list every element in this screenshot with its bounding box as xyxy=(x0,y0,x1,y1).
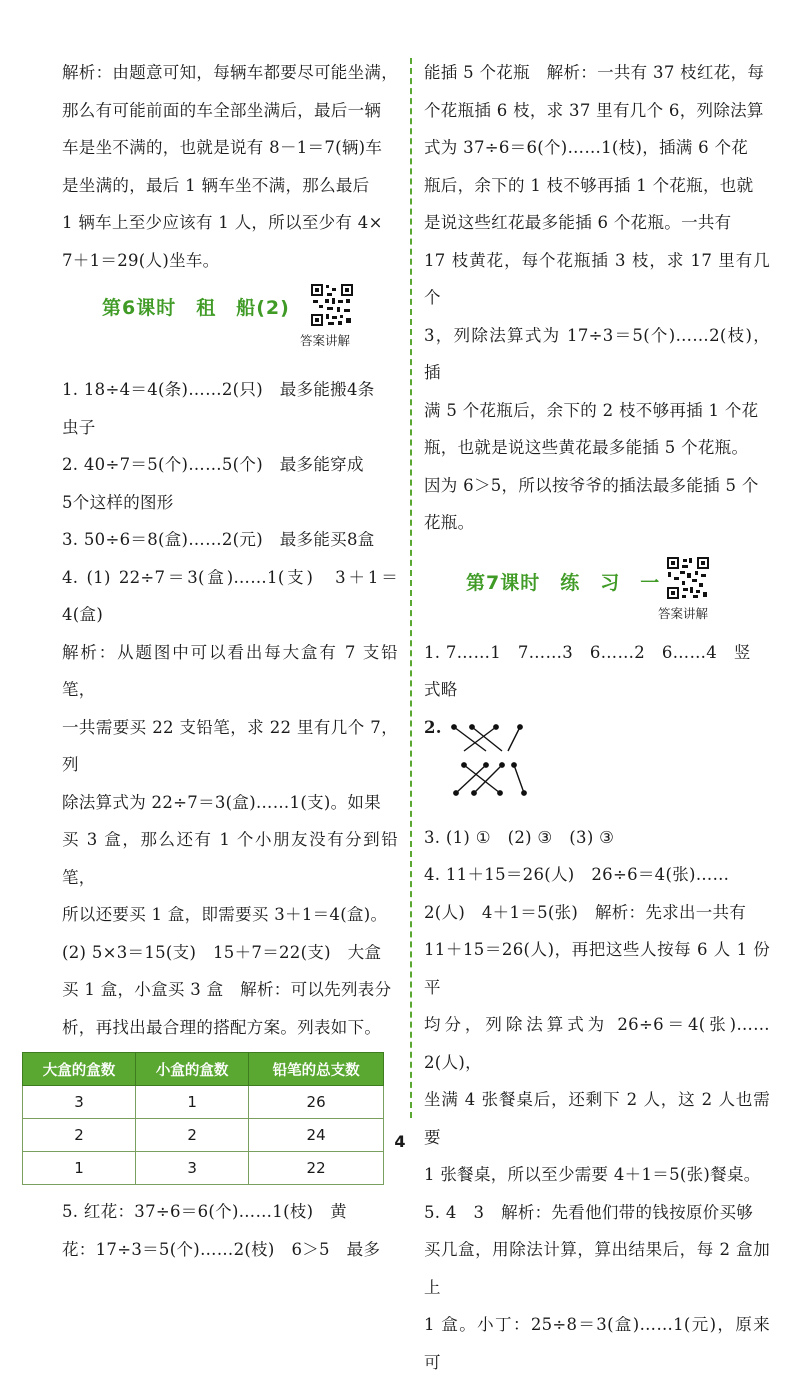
table-cell: 1 xyxy=(23,1152,136,1185)
text-line: 3，列除法算式为 17÷3＝5(个)……2(枝)，插 xyxy=(424,325,770,382)
table-cell: 26 xyxy=(249,1086,384,1119)
text-line: 4. (1) 22÷7＝3(盒)……1(支) 3＋1＝4(盒) xyxy=(62,567,398,624)
text-line: 1 辆车上至少应该有 1 人，所以至少有 4× xyxy=(62,213,383,232)
table-cell: 2 xyxy=(136,1119,249,1152)
text-line: 4. 11＋15＝26(人) 26÷6＝4(张)…… xyxy=(424,865,730,884)
table-header: 小盒的盒数 xyxy=(136,1053,249,1086)
text-line: 车是坐不满的，也就是说有 8－1＝7(辆)车 xyxy=(62,138,383,157)
text-line: 5. 4 3 解析：先看他们带的钱按原价买够 xyxy=(424,1202,754,1222)
text-line: 1 张餐桌，所以至少需要 4＋1＝5(张)餐桌。 xyxy=(424,1165,761,1184)
lesson-title: 第7课时 练 习 一 xyxy=(466,571,661,594)
text-line: 花：17÷3＝5(个)……2(枝) 6＞5 最多 xyxy=(62,1239,381,1259)
text-line: 一共需要买 22 支铅笔，求 22 里有几个 7，列 xyxy=(62,717,398,774)
text-line: 花瓶。 xyxy=(424,513,475,532)
column-divider xyxy=(410,58,412,1118)
text-line: 买 1 盒，小盒买 3 盒 解析：可以先列表分 xyxy=(62,980,392,999)
text-line: 3. 50÷6＝8(盒)……2(元) 最多能买8盒 xyxy=(62,530,375,549)
text-line: 坐满 4 张餐桌后，还剩下 2 人，这 2 人也需要 xyxy=(424,1090,770,1147)
left-column xyxy=(42,54,398,1268)
text-line: 瓶，也就是说这些黄花最多能插 5 个花瓶。 xyxy=(424,438,749,457)
pencil-table xyxy=(22,1052,384,1185)
text-line: 均分，列除法算式为 26÷6＝4(张)……2(人)， xyxy=(424,1015,770,1072)
table-header: 大盒的盒数 xyxy=(23,1053,136,1086)
text-line: 个花瓶插 6 枝，求 37 里有几个 6，列除法算 xyxy=(424,100,764,120)
table-row xyxy=(23,1086,384,1119)
text-line: 11＋15＝26(人)，再把这些人按每 6 人 1 份平 xyxy=(424,940,770,997)
table-cell: 22 xyxy=(249,1152,384,1185)
matching-lines-diagram xyxy=(444,721,534,799)
text-line: 1 盒。小丁：25÷8＝3(盒)……1(元)，原来可 xyxy=(424,1315,770,1372)
qr-label: 答案讲解 xyxy=(658,605,709,621)
lesson-title: 第6课时 租 船(2) xyxy=(102,297,290,319)
text-line: 是说这些红花最多能插 6 个花瓶。一共有 xyxy=(424,213,732,232)
page-number: 4 xyxy=(394,1132,406,1151)
text-line: 2(人) 4＋1＝5(张) 解析：先求出一共有 xyxy=(424,902,747,922)
text-line: 5. 红花：37÷6＝6(个)……1(枝) 黄 xyxy=(62,1202,347,1221)
text-line: 1. 18÷4＝4(条)……2(只) 最多能搬4条 xyxy=(62,380,375,399)
text-line: 解析：从题图中可以看出每大盒有 7 支铅笔， xyxy=(62,642,398,699)
text-line: 除法算式为 22÷7＝3(盒)……1(支)。如果 xyxy=(62,792,382,812)
table-row xyxy=(23,1152,384,1185)
text-line: 所以还要买 1 盒，即需要买 3＋1＝4(盒)。 xyxy=(62,905,388,924)
text-line: 那么有可能前面的车全部坐满后，最后一辆 xyxy=(62,100,382,120)
table-header: 铅笔的总支数 xyxy=(249,1053,384,1086)
text-line: 能插 5 个花瓶 解析：一共有 37 枝红花，每 xyxy=(424,63,765,82)
text-line: 式为 37÷6＝6(个)……1(枝)，插满 6 个花 xyxy=(424,138,749,157)
text-line: 5个这样的图形 xyxy=(62,492,174,512)
text-line: 瓶后，余下的 1 枝不够再插 1 个花瓶，也就 xyxy=(424,175,754,195)
text-line: 满 5 个花瓶后，余下的 2 枝不够再插 1 个花 xyxy=(424,400,759,420)
text-line: (2) 5×3＝15(支) 15＋7＝22(支) 大盒 xyxy=(62,942,382,962)
text-line: 1. 7……1 7……3 6……2 6……4 竖 xyxy=(424,642,751,662)
question-number: 2. xyxy=(424,717,442,737)
table-header-row xyxy=(23,1053,384,1086)
table-cell: 3 xyxy=(136,1152,249,1185)
right-column xyxy=(424,54,770,1381)
text-line: 析，再找出最合理的搭配方案。列表如下。 xyxy=(62,1017,382,1037)
qr-label: 答案讲解 xyxy=(300,333,351,348)
table-cell: 1 xyxy=(136,1086,249,1119)
text-line: 买 3 盒，那么还有 1 个小朋友没有分到铅笔， xyxy=(62,830,398,887)
text-line: 是坐满的，最后 1 辆车坐不满，那么最后 xyxy=(62,175,370,195)
text-line: 2. 40÷7＝5(个)……5(个) 最多能穿成 xyxy=(62,455,364,474)
lesson-header xyxy=(62,279,398,371)
text-line: 3. (1) ① (2) ③ (3) ③ xyxy=(424,827,615,847)
qr-code-icon[interactable] xyxy=(666,556,710,600)
text-line: 17 枝黄花，每个花瓶插 3 枝，求 17 里有几个 xyxy=(424,250,770,307)
table-cell: 2 xyxy=(23,1119,136,1152)
text-line: 买几盒，用除法计算，算出结果后，每 2 盒加上 xyxy=(424,1240,770,1297)
qr-code-icon[interactable] xyxy=(310,283,354,327)
table-cell: 24 xyxy=(249,1119,384,1152)
text-line: 7＋1＝29(人)坐车。 xyxy=(62,250,220,270)
text-line: 式略 xyxy=(424,680,458,699)
matching-question xyxy=(424,709,770,819)
table-cell: 3 xyxy=(23,1086,136,1119)
lesson-header xyxy=(424,542,770,634)
text-line: 虫子 xyxy=(62,417,96,437)
text-line: 因为 6＞5，所以按爷爷的插法最多能插 5 个 xyxy=(424,475,759,495)
text-line: 解析：由题意可知，每辆车都要尽可能坐满， xyxy=(62,63,398,82)
